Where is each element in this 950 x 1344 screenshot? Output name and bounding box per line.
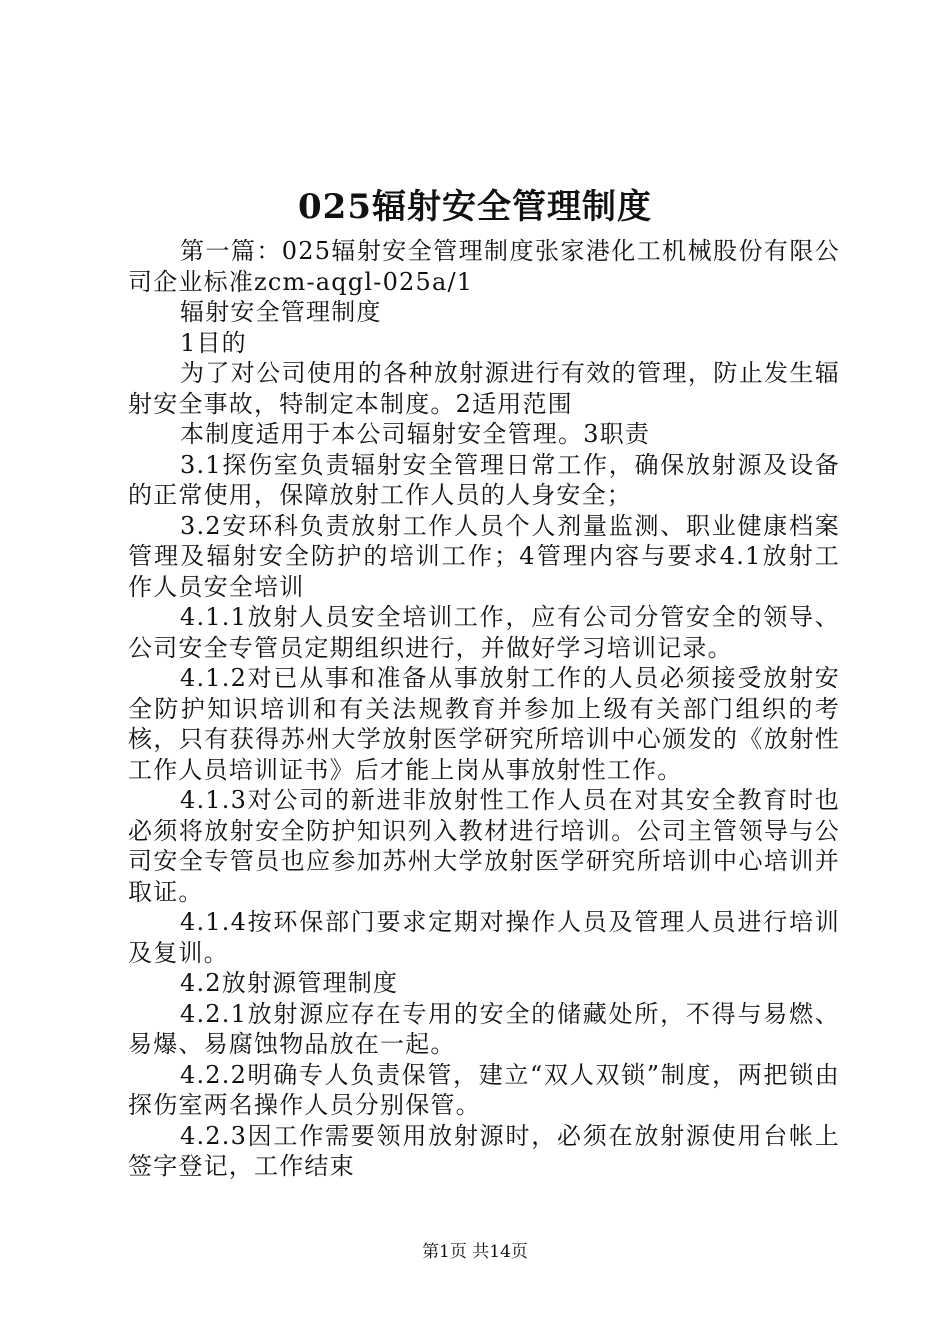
paragraph: 4.2.1放射源应存在专用的安全的储藏处所，不得与易燃、易爆、易腐蚀物品放在一起。 bbox=[128, 999, 840, 1058]
paragraph: 4.1.1放射人员安全培训工作，应有公司分管安全的领导、公司安全专管员定期组织进行，并做好学习培训记录。 bbox=[128, 603, 840, 662]
paragraph: 第一篇：025辐射安全管理制度张家港化工机械股份有限公司企业标准zcm-aqgl-025a/1 bbox=[128, 237, 840, 296]
paragraph: 4.2.3因工作需要领用放射源时，必须在放射源使用台帐上签字登记，工作结束 bbox=[128, 1121, 840, 1180]
page-footer: 第1页 共14页 bbox=[422, 1242, 528, 1262]
paragraph: 4.1.4按环保部门要求定期对操作人员及管理人员进行培训及复训。 bbox=[128, 908, 840, 967]
paragraph: 4.2放射源管理制度 bbox=[180, 969, 399, 997]
paragraph: 4.1.2对已从事和准备从事放射工作的人员必须接受放射安全防护知识培训和有关法规教育并参加上级有关部门组织的考核，只有获得苏州大学放射医学研究所培训中心颁发的《放射性工作人员培训证书》后才能上岗从事放射性工作。 bbox=[128, 664, 840, 784]
paragraph: 为了对公司使用的各种放射源进行有效的管理，防止发生辐射安全事故，特制定本制度。2适用范围 bbox=[128, 359, 840, 418]
paragraph: 3.2安环科负责放射工作人员个人剂量监测、职业健康档案管理及辐射安全防护的培训工作；4管理内容与要求4.1放射工作人员安全培训 bbox=[128, 511, 840, 601]
paragraph: 本制度适用于本公司辐射安全管理。3职责 bbox=[180, 420, 651, 448]
paragraph: 辐射安全管理制度 bbox=[180, 298, 382, 326]
document-title: 025辐射安全管理制度 bbox=[298, 187, 652, 227]
paragraph: 3.1探伤室负责辐射安全管理日常工作，确保放射源及设备的正常使用，保障放射工作人员的人身安全； bbox=[128, 450, 840, 509]
paragraph: 4.2.2明确专人负责保管，建立“双人双锁”制度，两把锁由探伤室两名操作人员分别保管。 bbox=[128, 1060, 840, 1119]
paragraph: 4.1.3对公司的新进非放射性工作人员在对其安全教育时也必须将放射安全防护知识列入教材进行培训。公司主管领导与公司安全专管员也应参加苏州大学放射医学研究所培训中心培训并取证。 bbox=[128, 786, 840, 906]
document-body bbox=[128, 236, 840, 1182]
paragraph: 1目的 bbox=[180, 328, 247, 357]
